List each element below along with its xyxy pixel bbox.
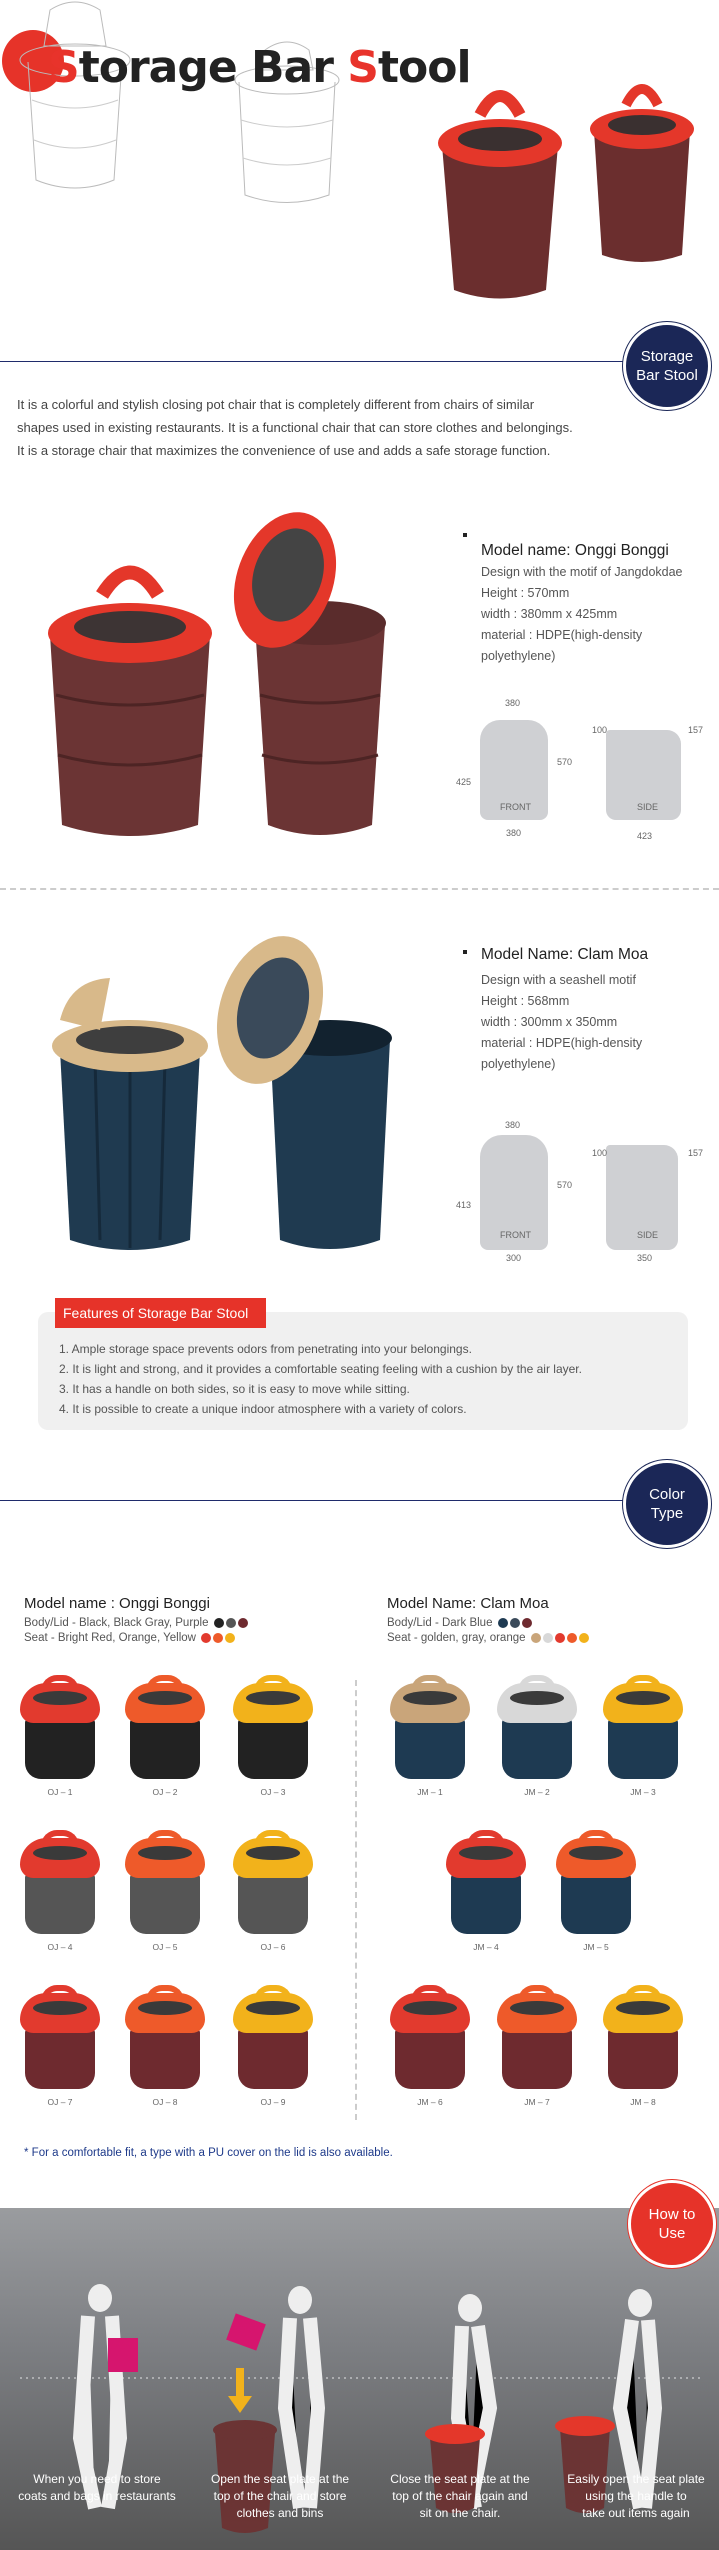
model2-specs (481, 944, 711, 1075)
color-variant-stool (443, 1830, 529, 1952)
variant-label: OJ – 2 (152, 1787, 178, 1797)
model2-name: Model Name: Clam Moa (481, 946, 649, 963)
dim-label: 570 (557, 757, 573, 767)
color-variant-stool (387, 1985, 473, 2107)
color-variant-stool (17, 1675, 103, 1797)
feature-item: 1. Ample storage space prevents odors from penetrating into your belongings. (59, 1342, 472, 1356)
feature-item: 4. It is possible to create a unique indoor atmosphere with a variety of colors. (59, 1402, 467, 1416)
model2-width: width : 300mm x 350mm (481, 1015, 618, 1029)
step-1-caption: When you need to store coats and bags in restaurants (18, 2472, 176, 2503)
model1-name: Model name: Onggi Bonggi (481, 542, 669, 559)
variant-label: JM – 8 (630, 2097, 656, 2107)
vertical-dashed-divider (355, 1680, 357, 2120)
dim-label: 425 (456, 777, 472, 787)
model2-material: material : HDPE(high-density polyethylene) (481, 1036, 643, 1071)
list-bullet (463, 950, 467, 954)
variant-label: JM – 1 (417, 1787, 443, 1797)
dim-label: SIDE (637, 802, 659, 812)
dim-label: 100 (592, 725, 608, 735)
color-right-title: Model Name: Clam Moa (387, 1595, 549, 1612)
intro-text (17, 393, 707, 462)
color-variant-stool (553, 1830, 639, 1952)
color-variant-stool (230, 1985, 316, 2107)
color-variant-stool (230, 1830, 316, 1952)
dim-label: FRONT (500, 802, 531, 812)
color-swatch-dot (225, 1633, 235, 1643)
color-variant-stool (600, 1985, 686, 2107)
dim-label: 350 (637, 1253, 653, 1263)
model1-specs (481, 540, 711, 667)
intro-line: It is a colorful and stylish closing pot chair that is completely different from chairs of similar (17, 397, 535, 412)
dashed-divider (0, 888, 719, 890)
section-divider (0, 1500, 628, 1501)
color-swatch-dot (567, 1633, 577, 1643)
variant-label: JM – 5 (583, 1942, 609, 1952)
dim-label: FRONT (500, 1230, 531, 1240)
variant-label: OJ – 4 (47, 1942, 73, 1952)
color-variant-stool (122, 1830, 208, 1952)
badge-color-type: Color Type (623, 1460, 711, 1548)
color-variant-stool (17, 1985, 103, 2107)
feature-item: 2. It is light and strong, and it provides a comfortable seating feeling with a cushion by the air layer. (59, 1362, 582, 1376)
feature-item: 3. It has a handle on both sides, so it is easy to move while sitting. (59, 1382, 410, 1396)
dim-label: 380 (505, 698, 521, 708)
badge-how-to-use: How to Use (628, 2180, 716, 2268)
variant-label: JM – 6 (417, 2097, 443, 2107)
badge-storage-bar-stool: Storage Bar Stool (623, 322, 711, 410)
color-swatch-dot (522, 1618, 532, 1628)
variant-label: OJ – 5 (152, 1942, 178, 1952)
clam-moa-image (40, 920, 410, 1270)
list-bullet (463, 533, 467, 537)
step-2-caption: Open the seat plate at the top of the chair and store clothes and bins (210, 2472, 350, 2520)
variant-label: OJ – 3 (260, 1787, 286, 1797)
color-variant-stool (494, 1985, 580, 2107)
color-right-body: Body/Lid - Dark Blue (387, 1617, 717, 1629)
color-variant-stool (387, 1675, 473, 1797)
color-swatch-dot (214, 1618, 224, 1628)
sketch-stool-illustration (10, 0, 150, 200)
color-variant-stool (600, 1675, 686, 1797)
color-left-body: Body/Lid - Black, Black Gray, Purple (24, 1617, 354, 1629)
intro-line: shapes used in existing restaurants. It is a functional chair that can store clothes and belongings. (17, 420, 573, 435)
dim-label: 100 (592, 1148, 608, 1158)
color-right-seat: Seat - golden, gray, orange (387, 1632, 717, 1644)
color-variant-stool (230, 1675, 316, 1797)
variant-label: OJ – 8 (152, 2097, 178, 2107)
color-left-seat: Seat - Bright Red, Orange, Yellow (24, 1632, 354, 1644)
color-swatch-dot (226, 1618, 236, 1628)
color-variant-stool (17, 1830, 103, 1952)
color-variant-stool (122, 1675, 208, 1797)
step-4-caption: Easily open the seat plate using the handle to take out items again (567, 2472, 705, 2520)
color-right-header (387, 1595, 717, 1644)
color-swatch-dot (531, 1633, 541, 1643)
model1-height: Height : 570mm (481, 586, 570, 600)
dim-label: 570 (557, 1180, 573, 1190)
color-swatch-dot (543, 1633, 553, 1643)
color-left-title: Model name : Onggi Bonggi (24, 1595, 210, 1612)
variant-label: OJ – 7 (47, 2097, 73, 2107)
variant-label: JM – 3 (630, 1787, 656, 1797)
dim-label: 380 (505, 1120, 521, 1130)
color-swatch-dot (238, 1618, 248, 1628)
intro-line: It is a storage chair that maximizes the convenience of use and adds a safe storage function. (17, 443, 551, 458)
variant-label: OJ – 9 (260, 2097, 286, 2107)
color-swatch-dot (498, 1618, 508, 1628)
color-swatch-dot (555, 1633, 565, 1643)
variant-label: OJ – 1 (47, 1787, 73, 1797)
dim-label: 380 (506, 828, 522, 838)
page-title: Storage Bar Stool (48, 42, 471, 93)
color-swatch-dot (201, 1633, 211, 1643)
section-divider (0, 361, 628, 362)
model1-material: material : HDPE(high-density polyethylene) (481, 628, 643, 663)
dim-label: 413 (456, 1200, 472, 1210)
features-title: Features of Storage Bar Stool (55, 1298, 266, 1328)
model1-width: width : 380mm x 425mm (481, 607, 618, 621)
color-variant-stool (494, 1675, 580, 1797)
pu-cover-note: * For a comfortable fit, a type with a PU cover on the lid is also available. (24, 2147, 393, 2159)
color-swatch-dot (579, 1633, 589, 1643)
model2-height: Height : 568mm (481, 994, 570, 1008)
color-variant-stool (122, 1985, 208, 2107)
dim-label: 300 (506, 1253, 522, 1263)
color-swatch-dot (510, 1618, 520, 1628)
dim-label: 157 (688, 725, 704, 735)
color-left-header (24, 1595, 354, 1644)
dim-label: SIDE (637, 1230, 659, 1240)
features-box (38, 1312, 688, 1430)
model2-motif: Design with a seashell motif (481, 973, 636, 987)
dim-label: 423 (637, 831, 653, 841)
color-swatch-dot (213, 1633, 223, 1643)
onggi-bonggi-image (30, 495, 410, 855)
step-3-caption: Close the seat plate at the top of the chair again and sit on the chair. (390, 2472, 530, 2520)
hero-stools-image (430, 55, 715, 315)
model1-motif: Design with the motif of Jangdokdae (481, 565, 683, 579)
variant-label: OJ – 6 (260, 1942, 286, 1952)
variant-label: JM – 4 (473, 1942, 499, 1952)
variant-label: JM – 7 (524, 2097, 550, 2107)
dim-label: 157 (688, 1148, 704, 1158)
variant-label: JM – 2 (524, 1787, 550, 1797)
